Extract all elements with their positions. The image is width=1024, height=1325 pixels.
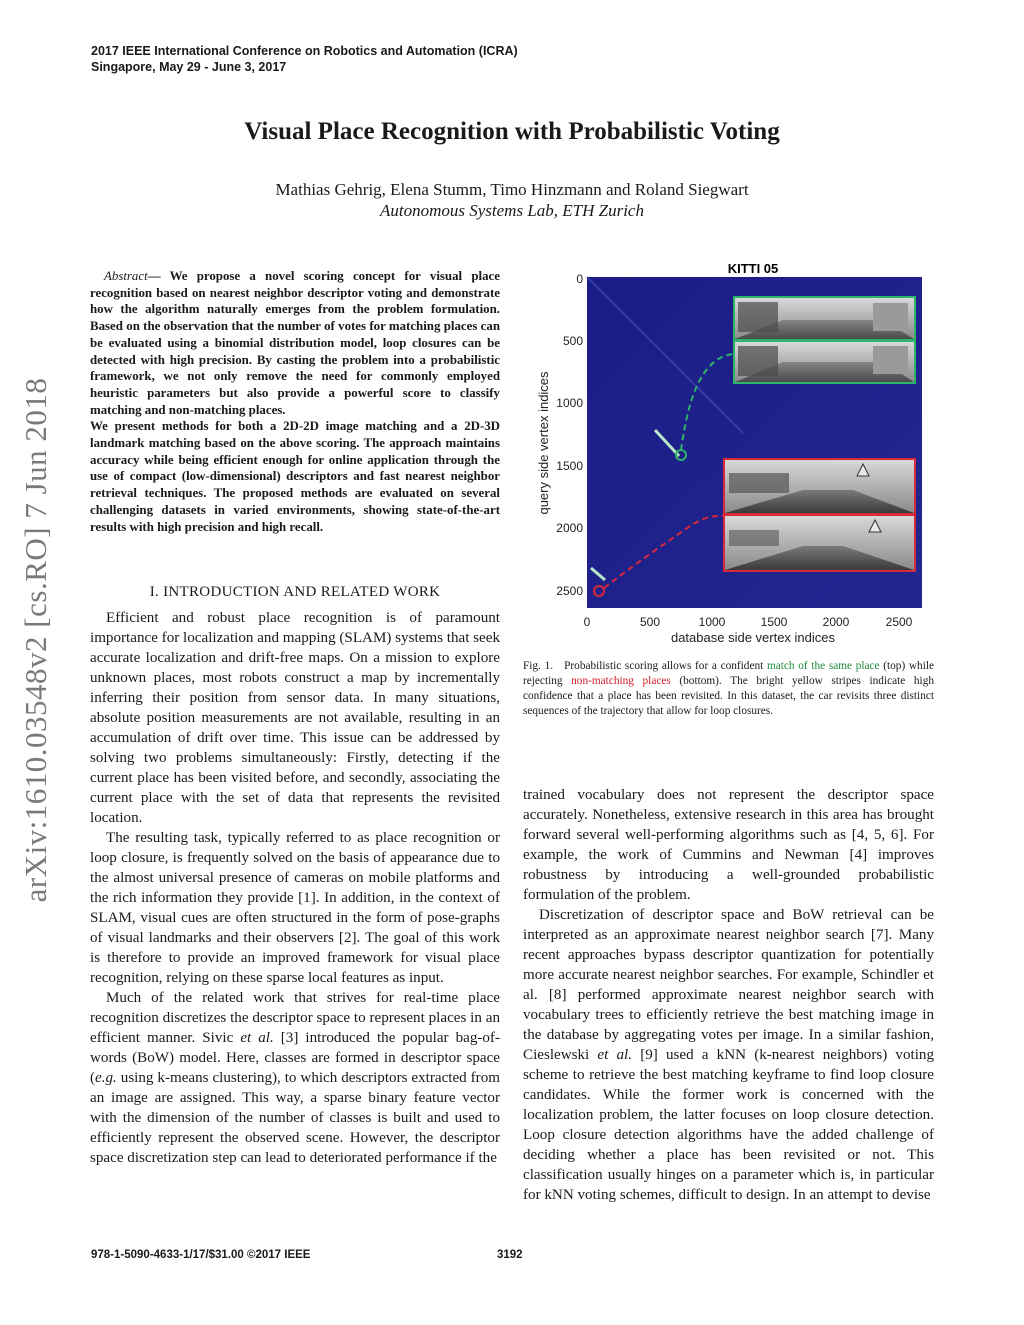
intro-p3-etal: et al. xyxy=(240,1030,274,1046)
arxiv-stamp xyxy=(10,320,62,960)
x-axis-label: database side vertex indices xyxy=(670,630,836,645)
abstract xyxy=(90,268,500,535)
y-axis-label: query side vertex indices xyxy=(536,371,551,515)
introduction-text xyxy=(90,608,500,1168)
right-paragraph-1: trained vocabulary does not represent the descriptor space accurately. Nonetheless, extensive research in this area has brought forward several well-performing algorithms such as [4, 5, 6]. For example, the work of Cummins and Newman [4] improves robustness by introducing a well-grounded probabilistic formulation of the problem. xyxy=(523,787,934,903)
y-tick-1500: 1500 xyxy=(556,459,583,473)
conference-header xyxy=(91,43,518,75)
x-tick-2500: 2500 xyxy=(885,615,913,629)
figure-caption xyxy=(523,659,934,719)
caption-label: Fig. 1. xyxy=(523,660,554,672)
page-number: 3192 xyxy=(497,1249,523,1261)
caption-text-3: (bottom). The bright yellow stripes indicate high confidence that a place has been revisited. In this dataset, the car revisits three distinct sequences of the trajectory that allow for loop closures. xyxy=(523,675,934,717)
y-tick-0: 0 xyxy=(576,272,583,286)
x-tick-1000: 1000 xyxy=(698,615,726,629)
x-tick-1500: 1500 xyxy=(760,615,788,629)
footer-isbn: 978-1-5090-4633-1/17/$31.00 ©2017 IEEE xyxy=(91,1249,311,1261)
section-heading: I. INTRODUCTION AND RELATED WORK xyxy=(149,584,441,600)
abstract-text-1: We propose a novel scoring concept for visual place recognition based on nearest neighbor descriptor voting and demonstrate how the algorithm naturally emerges from the problem formulation. Based on the observation that the number of votes for matching places can be evaluated using a binomial distribution model, loop closures can be detected with high precision. By casting the problem into a probabilistic framework, we not only remove the need for commonly employed heuristic parameters but also provide a powerful score to classify matching and non-matching places. xyxy=(90,269,500,417)
x-axis xyxy=(584,615,913,629)
y-tick-1000: 1000 xyxy=(556,396,583,410)
x-tick-2000: 2000 xyxy=(822,615,850,629)
intro-paragraph-1: Efficient and robust place recognition is of paramount importance for localization and mapping (SLAM) systems that seek accurate localization and drift-free maps. On a mission to explore unknown places, most robots construct a map by incrementally inferring their position from sensor data. In many situations, absolute position measurements are not available, resulting in an accumulation of drift over time. This issue can be addressed by solving two problems simultaneously: Firstly, detecting if the current place has been visited before, and secondly, associating the current place with the set of data that represents the revisited location. xyxy=(90,610,500,826)
right-paragraph-2 xyxy=(523,905,934,1205)
intro-paragraph-3 xyxy=(90,988,500,1168)
right-column-text xyxy=(523,785,934,1205)
plot-title: KITTI 05 xyxy=(727,261,779,276)
x-tick-0: 0 xyxy=(583,615,591,629)
caption-match-text: match of the same place xyxy=(766,660,880,672)
figure-1 xyxy=(523,258,934,650)
x-tick-500: 500 xyxy=(639,615,661,629)
paper-title: Visual Place Recognition with Probabilistic Voting xyxy=(244,118,780,145)
right-p2-part-b: [9] used a kNN (k-nearest neighbors) voting scheme to retrieve the best matching keyframe to find loop closure candidates. While the former work is concerned with the localization problem, the latter focuses on loop closure detection. Loop closure detection algorithms have the added challenge of deciding whether a place has been revisited or not. This classification usually hinges on a parameter which is, in particular for kNN voting schemes, difficult to design. In an attempt to devise xyxy=(523,1047,935,1203)
abstract-dash: — xyxy=(147,269,170,283)
kitti-plot xyxy=(523,258,934,650)
nonmatch-image-pair xyxy=(723,458,916,572)
intro-p3-part-b: [3] introduced the popular bag-of-words (BoW) model. Here, classes are formed in descriptor space ( xyxy=(90,1030,500,1086)
intro-p3-part-c: using k-means clustering), to which descriptors extracted from an image are assigned. This way, a sparse binary feature vector with the dimension of the number of classes is built and used to efficiently represent the observed scene. However, the descriptor space discretization step can lead to deteriorated performance if the xyxy=(90,1070,500,1166)
intro-p3-part-a: Much of the related work that strives for real-time place recognition discretizes the descriptor space to represent places in an efficient manner. Sivic xyxy=(90,990,500,1046)
conference-name: 2017 IEEE International Conference on Robotics and Automation (ICRA) xyxy=(91,44,518,58)
y-tick-2500: 2500 xyxy=(556,584,583,598)
y-axis xyxy=(556,272,583,598)
caption-text-1: Probabilistic scoring allows for a confident xyxy=(564,660,767,672)
right-p2-etal: et al. xyxy=(597,1047,633,1063)
paper-authors: Mathias Gehrig, Elena Stumm, Timo Hinzmann and Roland Siegwart xyxy=(275,180,749,199)
y-tick-2000: 2000 xyxy=(556,521,583,535)
caption-text-2: (top) while rejecting xyxy=(523,660,934,687)
conference-location-date: Singapore, May 29 - June 3, 2017 xyxy=(91,60,287,74)
intro-p3-eg: e.g. xyxy=(95,1070,117,1086)
match-image-pair xyxy=(733,296,916,384)
abstract-label: Abstract xyxy=(104,269,148,283)
arxiv-id: arXiv:1610.03548v2 [cs.RO] 7 Jun 2018 xyxy=(18,377,53,903)
abstract-paragraph-1 xyxy=(90,268,500,418)
abstract-paragraph-2: We present methods for both a 2D-2D image matching and a 2D-3D landmark matching based on the above scoring. The approach maintains accuracy while being efficient enough for online application through the use of compact (low-dimensional) descriptors and fast nearest neighbor retrieval techniques. The proposed methods are evaluated on several challenging datasets in varied environments, showing state-of-the-art results with high precision and high recall. xyxy=(90,419,500,534)
right-p2-part-a: Discretization of descriptor space and BoW retrieval can be interpreted as an approximate nearest neighbor search [7]. Many recent approaches bypass descriptor quantization for potentially more accurate nearest neighbor searches. For example, Schindler et al. [8] performed approximate nearest neighbor search with vocabulary trees to efficiently retrieve the best matching image in the database by aggregating votes per image. In a similar fashion, Cieslewski xyxy=(523,907,934,1063)
caption-nonmatch-text: non-matching places xyxy=(571,675,671,687)
paper-affiliation: Autonomous Systems Lab, ETH Zurich xyxy=(380,201,644,220)
intro-paragraph-2: The resulting task, typically referred to as place recognition or loop closure, is frequently solved on the basis of appearance due to the almost universal presence of cameras on mobile platforms and the rich information they provide [1]. In addition, in the context of SLAM, visual cues are often structured in the form of pose-graphs of visual landmarks and their observers [2]. The goal of this work is therefore to provide an improved framework for visual place recognition, relying on these sparse local features as input. xyxy=(90,830,500,986)
y-tick-500: 500 xyxy=(562,334,583,348)
